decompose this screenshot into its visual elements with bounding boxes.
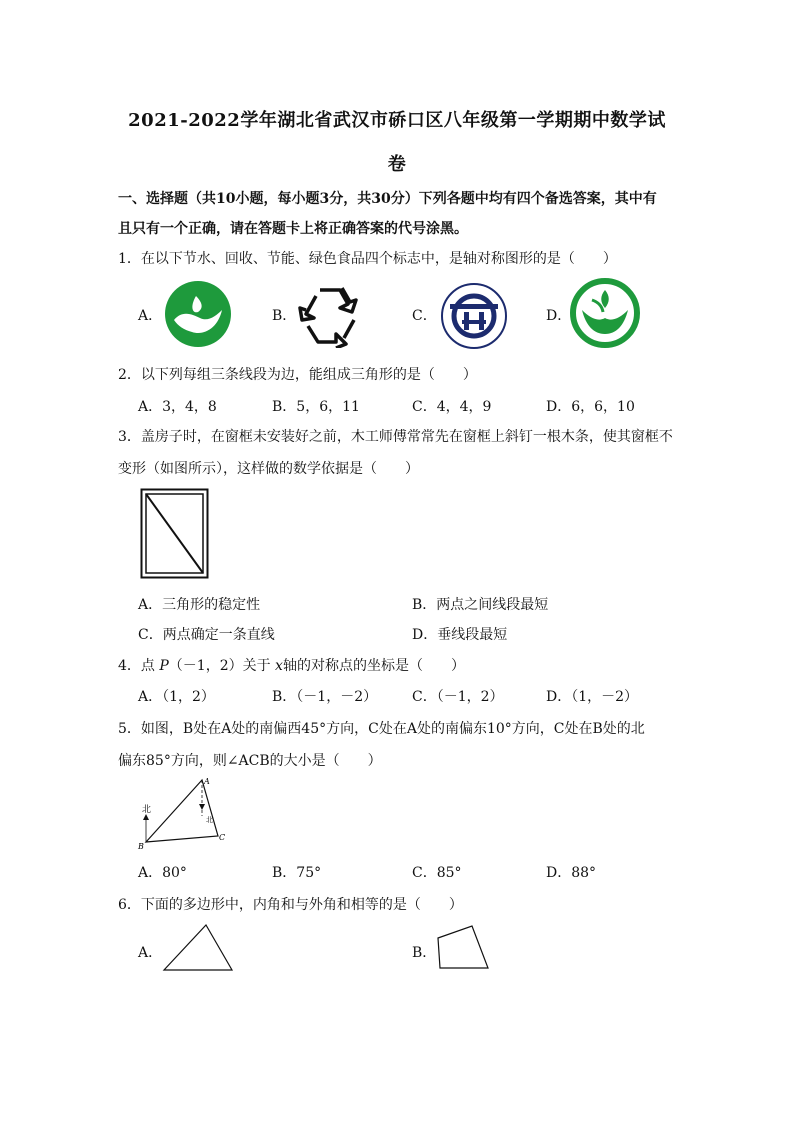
green-food-logo-icon xyxy=(570,278,640,348)
q2-option-c: C．4，4，9 xyxy=(412,399,492,415)
q5-option-c: C．85° xyxy=(412,865,462,881)
q1-stem: 1．在以下节水、回收、节能、绿色食品四个标志中，是轴对称图形的是（ ） xyxy=(118,251,617,267)
q4-stem-part3: 轴的对称点的坐标是（ ） xyxy=(282,658,465,674)
triangle-figure xyxy=(162,922,234,974)
q2-stem: 2．以下列每组三条线段为边，能组成三角形的是（ ） xyxy=(118,367,477,383)
quadrilateral-figure xyxy=(434,922,492,972)
q3-stem-line1: 3．盖房子时，在窗框未安装好之前，木工师傅常常先在窗框上斜钉一根木条，使其窗框不 xyxy=(118,429,673,445)
q2-option-b: B．5，6，11 xyxy=(272,399,360,415)
q4-stem-part2: （－1，2）关于 xyxy=(168,658,276,674)
q1-label-b: B． xyxy=(272,308,297,324)
q3-option-a: A．三角形的稳定性 xyxy=(138,597,261,613)
q1-label-a: A． xyxy=(138,308,163,324)
water-saving-logo-icon xyxy=(164,280,232,348)
q3-option-b: B．两点之间线段最短 xyxy=(412,597,549,613)
recycling-logo-icon xyxy=(296,282,364,348)
energy-saving-logo-icon xyxy=(440,282,508,350)
q4-stem xyxy=(118,655,465,675)
q6-label-a: A． xyxy=(138,945,163,961)
q4-axis-name: x xyxy=(275,658,283,674)
bearing-triangle-figure xyxy=(136,776,226,850)
q5-option-b: B．75° xyxy=(272,865,322,881)
q3-stem-line2: 变形（如图所示），这样做的数学依据是（ ） xyxy=(118,461,419,477)
q3-option-d: D．垂线段最短 xyxy=(412,627,508,643)
q5-option-d: D．88° xyxy=(546,865,597,881)
point-a-label: A xyxy=(204,777,210,786)
q5-option-a: A．80° xyxy=(138,865,187,881)
q2-option-a: A．3，4，8 xyxy=(138,399,217,415)
q6-stem: 6．下面的多边形中，内角和与外角和相等的是（ ） xyxy=(118,897,463,913)
point-c-label: C xyxy=(219,833,226,842)
q6-label-b: B． xyxy=(412,945,437,961)
section-heading-line1: 一、选择题（共10小题，每小题3分，共30分）下列各题中均有四个备选答案，其中有 xyxy=(118,191,657,207)
q3-option-c: C．两点确定一条直线 xyxy=(138,627,275,643)
north-label-2: 北 xyxy=(206,816,213,824)
q4-option-b: B．（－1，－2） xyxy=(272,689,378,705)
q5-stem-line1: 5．如图，B处在A处的南偏西45°方向，C处在A处的南偏东10°方向，C处在B处的北 xyxy=(118,721,645,737)
q2-option-d: D．6，6，10 xyxy=(546,399,635,415)
q4-option-c: C．（－1，2） xyxy=(412,689,504,705)
section-heading-line2: 且只有一个正确，请在答题卡上将正确答案的代号涂黑。 xyxy=(118,221,468,237)
point-b-label: B xyxy=(138,842,144,850)
window-frame-figure xyxy=(140,488,210,580)
q4-point-name: P xyxy=(159,658,169,674)
q4-option-d: D．（1，－2） xyxy=(546,689,639,705)
q1-label-d: D． xyxy=(546,308,572,324)
q5-stem-line2: 偏东85°方向，则∠ACB的大小是（ ） xyxy=(118,753,382,769)
north-label: 北 xyxy=(142,805,152,815)
page-title-line1: 2021-2022学年湖北省武汉市硚口区八年级第一学期期中数学试 xyxy=(128,110,666,131)
q4-option-a: A．（1，2） xyxy=(138,689,215,705)
q1-label-c: C． xyxy=(412,308,437,324)
page-title-line2: 卷 xyxy=(387,154,407,175)
q4-stem-part1: 4．点 xyxy=(118,658,160,674)
